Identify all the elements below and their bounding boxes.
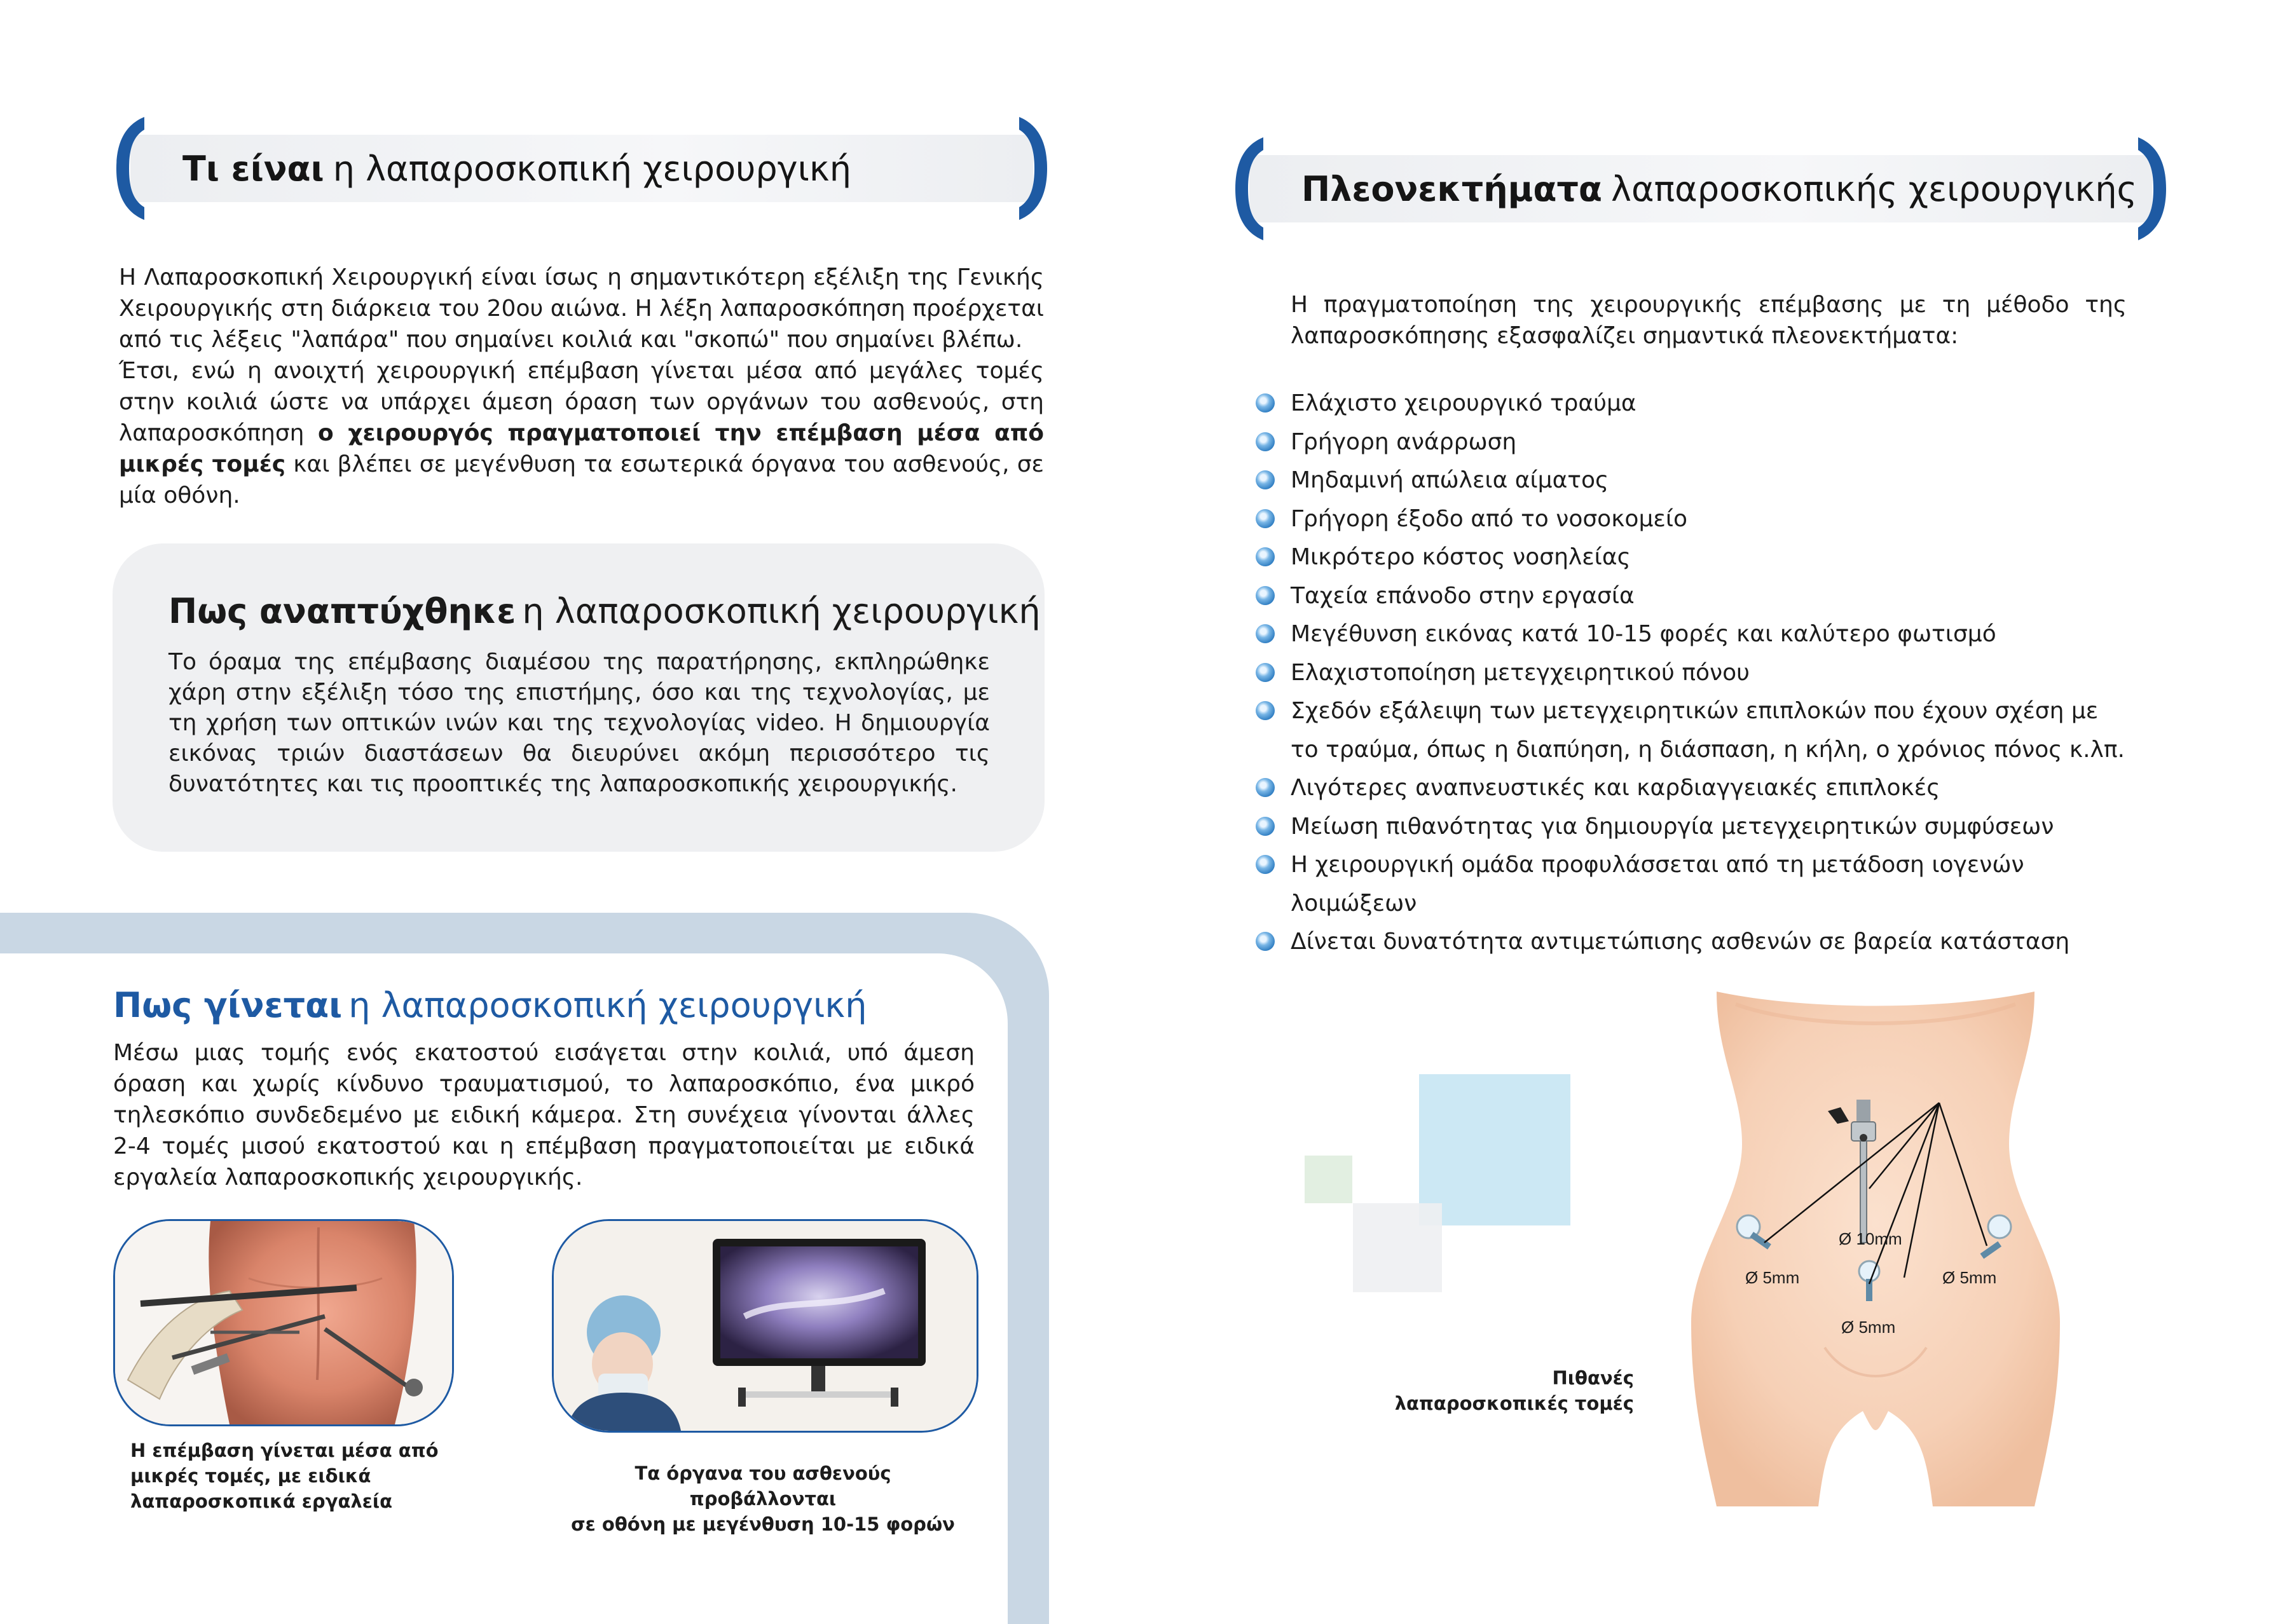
advantages-intro: Η πραγματοποίηση της χειρουργικής επέμβασης με τη μέθοδο της λαπαροσκόπησης εξασφαλίζει σημαντικά πλεονεκτήματα: xyxy=(1291,292,2127,349)
how-heading-rest: η λαπαροσκοπική χειρουργική xyxy=(348,985,867,1025)
surgery-photo xyxy=(113,1219,454,1426)
intro-paragraph-2c: και βλέπει σε μεγένθυση τα εσωτερικά όργανα του ασθενούς, σε μία οθόνη. xyxy=(119,451,1044,508)
left-bracket-icon xyxy=(1230,135,1267,243)
list-item: Μεγέθυνση εικόνας κατά 10-15 φορές και καλύτερο φωτισμό xyxy=(1256,615,2127,654)
bullet-icon xyxy=(1256,432,1275,451)
bullet-icon xyxy=(1256,470,1275,489)
label-5mm-right: Ø 5mm xyxy=(1942,1268,1997,1287)
list-item: Σχεδόν εξάλειψη των μετεγχειρητικών επιπλοκών που έχουν σχέση με το τραύμα, όπως η διαπύηση, η διάσπαση, η κήλη, ο χρόνιος πόνος κ.λπ. xyxy=(1256,692,2127,769)
intro-text xyxy=(119,262,1044,511)
heading-bold: Πλεονεκτήματα xyxy=(1301,168,1603,209)
intro-paragraph-2a: Έτσι, ενώ η ανοιχτή χειρουργική επέμβαση γίνεται μέσα από μεγάλες τομές στην κοιλιά ώστε να υπάρχει άμεση όραση των οργάνων του ασθενούς, στη λαπαροσκόπηση xyxy=(119,358,1044,446)
list-item: Δίνεται δυνατότητα αντιμετώπισης ασθενών σε βαρεία κατάσταση xyxy=(1256,923,2127,962)
intro-paragraph-2 xyxy=(119,355,1044,511)
list-item: Μηδαμινή απώλεια αίματος xyxy=(1256,461,2127,500)
torso-diagram xyxy=(1678,992,2073,1506)
bullet-icon xyxy=(1256,855,1275,874)
section-heading-advantages xyxy=(1230,135,2171,243)
list-item: Γρήγορη έξοδο από το νοσοκομείο xyxy=(1256,500,2127,539)
bullet-icon xyxy=(1256,778,1275,797)
intro-paragraph-1: Η Λαπαροσκοπική Χειρουργική είναι ίσως η σημαντικότερη εξέλιξη της Γενικής Χειρουργικής στη διάρκεια του 20ου αιώνα. Η λέξη λαπαροσκόπηση προέρχεται από τις λέξεις "λαπάρα" που σημαίνει κοιλιά και "σκοπώ" που σημαίνει βλέπω. xyxy=(119,264,1044,353)
right-bracket-icon xyxy=(2134,135,2171,243)
heading-rest: λαπαροσκοπικής χειρουργικής xyxy=(1611,168,2137,209)
how-text: Μέσω μιας τομής ενός εκατοστού εισάγεται στην κοιλιά, υπό άμεση όραση και χωρίς κίνδυνο τραυματισμού, το λαπαροσκόπιο, ένα μικρό τηλεσκόπιο συνδεδεμένο με ειδική κάμερα. Στη συνέχεια γίνονται άλλες 2-4 τομές μισού εκατοστού και η επέμβαση πραγματοποιείται με ειδικά εργαλεία λαπαροσκοπικής χειρουργικής. xyxy=(113,1040,975,1191)
how-heading-bold: Πως γίνεται xyxy=(113,985,343,1025)
heading-title xyxy=(1301,135,2137,243)
list-item: Ελάχιστο χειρουργικό τραύμα xyxy=(1256,385,2127,423)
heading-bold: Τι είναι xyxy=(182,148,324,189)
photo2-caption-line2: σε οθόνη με μεγένθυση 10-15 φορών xyxy=(571,1513,955,1535)
diagram-caption-line2: λαπαροσκοπικές τομές xyxy=(1394,1393,1634,1414)
right-bracket-icon xyxy=(1015,114,1052,222)
surgery-illustration xyxy=(115,1221,452,1424)
bullet-icon xyxy=(1256,586,1275,605)
photo2-caption xyxy=(559,1461,966,1537)
history-heading-bold: Πως αναπτύχθηκε xyxy=(168,591,516,631)
list-item: Γρήγορη ανάρρωση xyxy=(1256,423,2127,462)
intro-paragraph-2b: ο χειρουργός πραγματοποιεί την επέμβαση μέσα από μικρές τομές xyxy=(119,420,1044,477)
decor-square-green xyxy=(1305,1156,1352,1203)
list-item: Λιγότερες αναπνευστικές και καρδιαγγειακές επιπλοκές xyxy=(1256,769,2127,808)
photo1-caption-line1: Η επέμβαση γίνεται μέσα από xyxy=(130,1440,439,1461)
heading-rest: η λαπαροσκοπική χειρουργική xyxy=(333,148,851,189)
diagram-caption-line1: Πιθανές xyxy=(1552,1367,1634,1389)
list-item: Η χειρουργική ομάδα προφυλάσσεται από τη μετάδοση ιογενών λοιμώξεων xyxy=(1256,846,2127,923)
photo1-caption xyxy=(130,1438,461,1514)
label-5mm-bottom: Ø 5mm xyxy=(1841,1318,1896,1337)
bullet-icon xyxy=(1256,509,1275,528)
monitor-photo xyxy=(552,1219,978,1433)
bullet-icon xyxy=(1256,701,1275,720)
history-heading xyxy=(168,591,1041,631)
bullet-icon xyxy=(1256,547,1275,566)
advantages-list xyxy=(1256,385,2127,962)
bullet-icon xyxy=(1256,817,1275,836)
history-heading-rest: η λαπαροσκοπική χειρουργική xyxy=(522,591,1041,631)
left-bracket-icon xyxy=(111,114,148,222)
photo1-caption-line2: μικρές τομές, με ειδικά xyxy=(130,1465,371,1487)
how-heading xyxy=(113,985,867,1025)
section-heading-what-is xyxy=(111,114,1052,222)
decor-square-grey xyxy=(1353,1203,1442,1292)
list-item: Ελαχιστοποίηση μετεγχειρητικού πόνου xyxy=(1256,654,2127,693)
history-text: Το όραμα της επέμβασης διαμέσου της παρατήρησης, εκπληρώθηκε χάρη στην εξέλιξη τόσο της επιστήμης, όσο και της τεχνολογίας, με τη χρήση των οπτικών ινών και της τεχνολογίας video. Η δημιουργία εικόνας τριών διαστάσεων θα διευρύνει ακόμη περισσότερο τις δυνατότητες και τις προοπτικές της λαπαροσκοπικής χειρουργικής. xyxy=(168,649,990,797)
monitor-illustration xyxy=(554,1221,977,1431)
bullet-icon xyxy=(1256,624,1275,643)
label-10mm: Ø 10mm xyxy=(1839,1229,1902,1248)
label-5mm-left: Ø 5mm xyxy=(1745,1268,1800,1287)
diagram-caption xyxy=(1367,1365,1634,1416)
bullet-icon xyxy=(1256,663,1275,682)
bullet-icon xyxy=(1256,932,1275,951)
photo2-caption-line1: Τα όργανα του ασθενούς προβάλλονται xyxy=(635,1463,891,1510)
list-item: Ταχεία επάνοδο στην εργασία xyxy=(1256,577,2127,616)
photo1-caption-line3: λαπαροσκοπικά εργαλεία xyxy=(130,1491,393,1512)
list-item: Μικρότερο κόστος νοσηλείας xyxy=(1256,538,2127,577)
bullet-icon xyxy=(1256,393,1275,413)
list-item: Μείωση πιθανότητας για δημιουργία μετεγχειρητικών συμφύσεων xyxy=(1256,808,2127,847)
heading-title xyxy=(182,114,851,222)
